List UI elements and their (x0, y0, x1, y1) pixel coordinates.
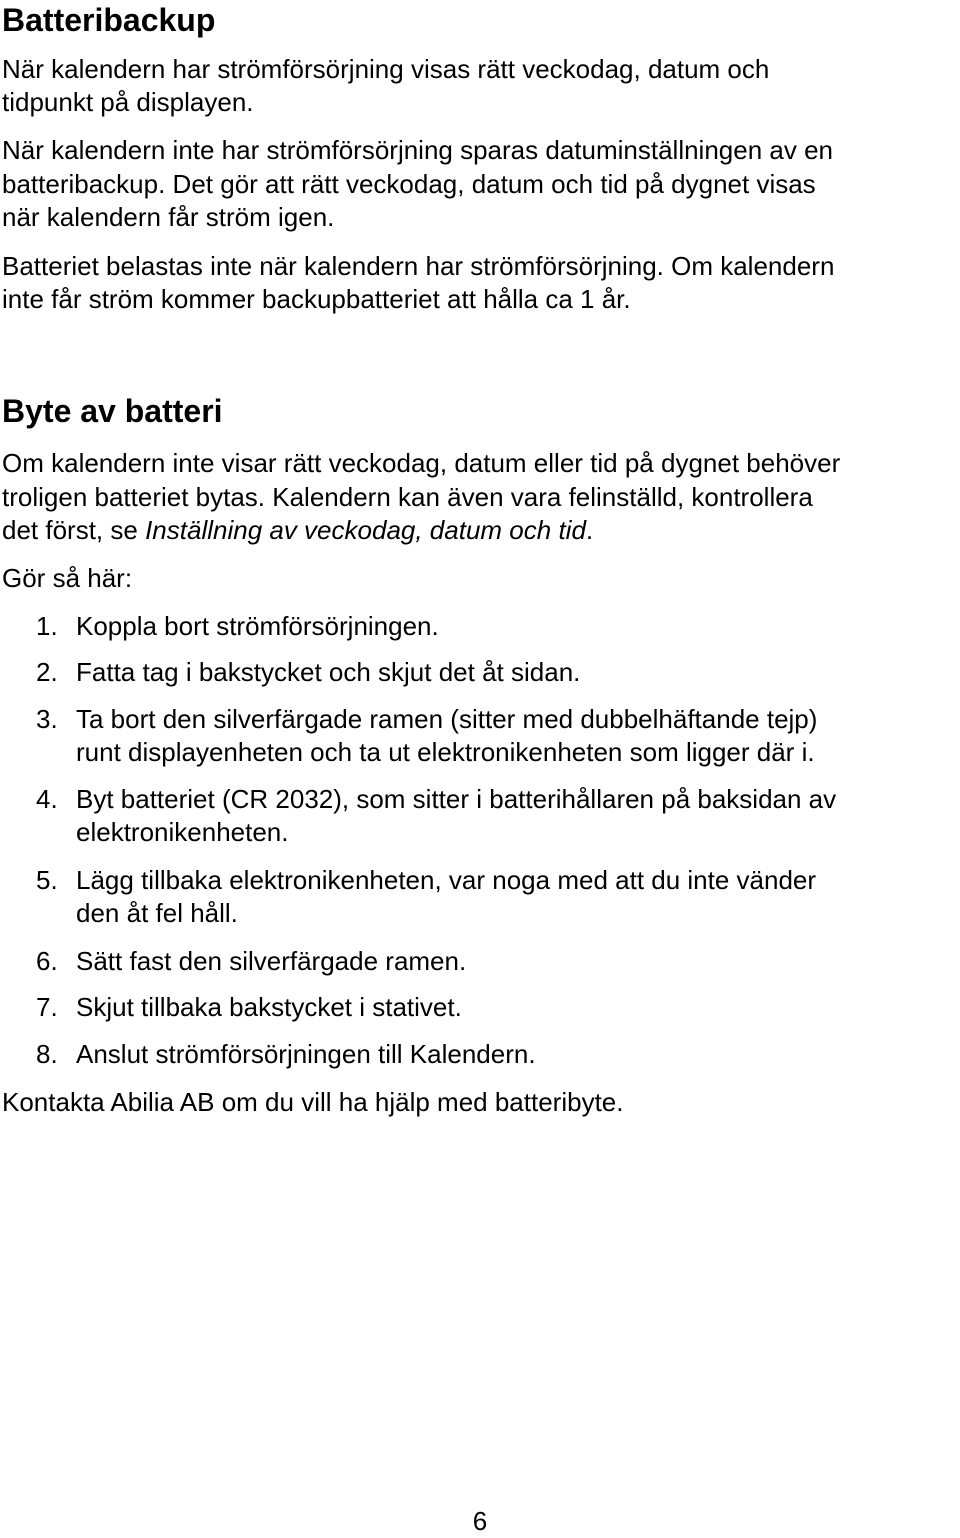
step-text: den åt fel håll. (76, 898, 238, 928)
paragraph-line: troligen batteriet bytas. Kalendern kan även vara felinställd, kontrollera (2, 482, 813, 512)
step-number: 2. (36, 657, 58, 687)
paragraph-line: När kalendern har strömförsörjning visas rätt veckodag, datum och (2, 54, 770, 84)
step-number: 5. (36, 865, 58, 895)
step-text: Sätt fast den silverfärgade ramen. (76, 946, 467, 976)
step-text: Byt batteriet (CR 2032), som sitter i batterihållaren på baksidan av (76, 784, 837, 814)
paragraph-line: Batteriet belastas inte när kalendern har strömförsörjning. Om kalendern (2, 251, 835, 281)
paragraph-line: tidpunkt på displayen. (2, 87, 254, 117)
text-suffix: . (585, 515, 594, 545)
step-number: 6. (36, 946, 58, 976)
step-text: Skjut tillbaka bakstycket i stativet. (76, 992, 462, 1022)
heading-batteribackup: Batteribackup (2, 2, 216, 38)
step-number: 8. (36, 1039, 58, 1069)
step-text: Lägg tillbaka elektronikenheten, var noga med att du inte vänder (76, 865, 817, 895)
cross-reference: Inställning av veckodag, datum och tid (145, 515, 586, 545)
paragraph-line: inte får ström kommer backupbatteriet att hålla ca 1 år. (2, 284, 631, 314)
paragraph-line: när kalendern får ström igen. (2, 202, 335, 232)
step-text: Koppla bort strömförsörjningen. (76, 611, 439, 641)
step-number: 7. (36, 992, 58, 1022)
step-text: Ta bort den silverfärgade ramen (sitter med dubbelhäftande tejp) (76, 704, 818, 734)
steps-intro: Gör så här: (2, 563, 133, 593)
step-text: runt displayenheten och ta ut elektronikenheten som ligger där i. (76, 737, 815, 767)
paragraph-line: batteribackup. Det gör att rätt veckodag, datum och tid på dygnet visas (2, 169, 816, 199)
step-text: Anslut strömförsörjningen till Kalendern. (76, 1039, 536, 1069)
step-text: elektronikenheten. (76, 817, 289, 847)
step-number: 4. (36, 784, 58, 814)
text-prefix: det först, se (2, 515, 146, 545)
contact-line: Kontakta Abilia AB om du vill ha hjälp med batteribyte. (2, 1087, 624, 1117)
page-number: 6 (472, 1506, 488, 1536)
heading-byte-av-batteri: Byte av batteri (2, 393, 223, 429)
paragraph-line: När kalendern inte har strömförsörjning sparas datuminställningen av en (2, 135, 833, 165)
step-number: 1. (36, 611, 58, 641)
paragraph-line (2, 514, 593, 546)
step-number: 3. (36, 704, 58, 734)
paragraph-line: Om kalendern inte visar rätt veckodag, datum eller tid på dygnet behöver (2, 448, 841, 478)
step-text: Fatta tag i bakstycket och skjut det åt sidan. (76, 657, 581, 687)
